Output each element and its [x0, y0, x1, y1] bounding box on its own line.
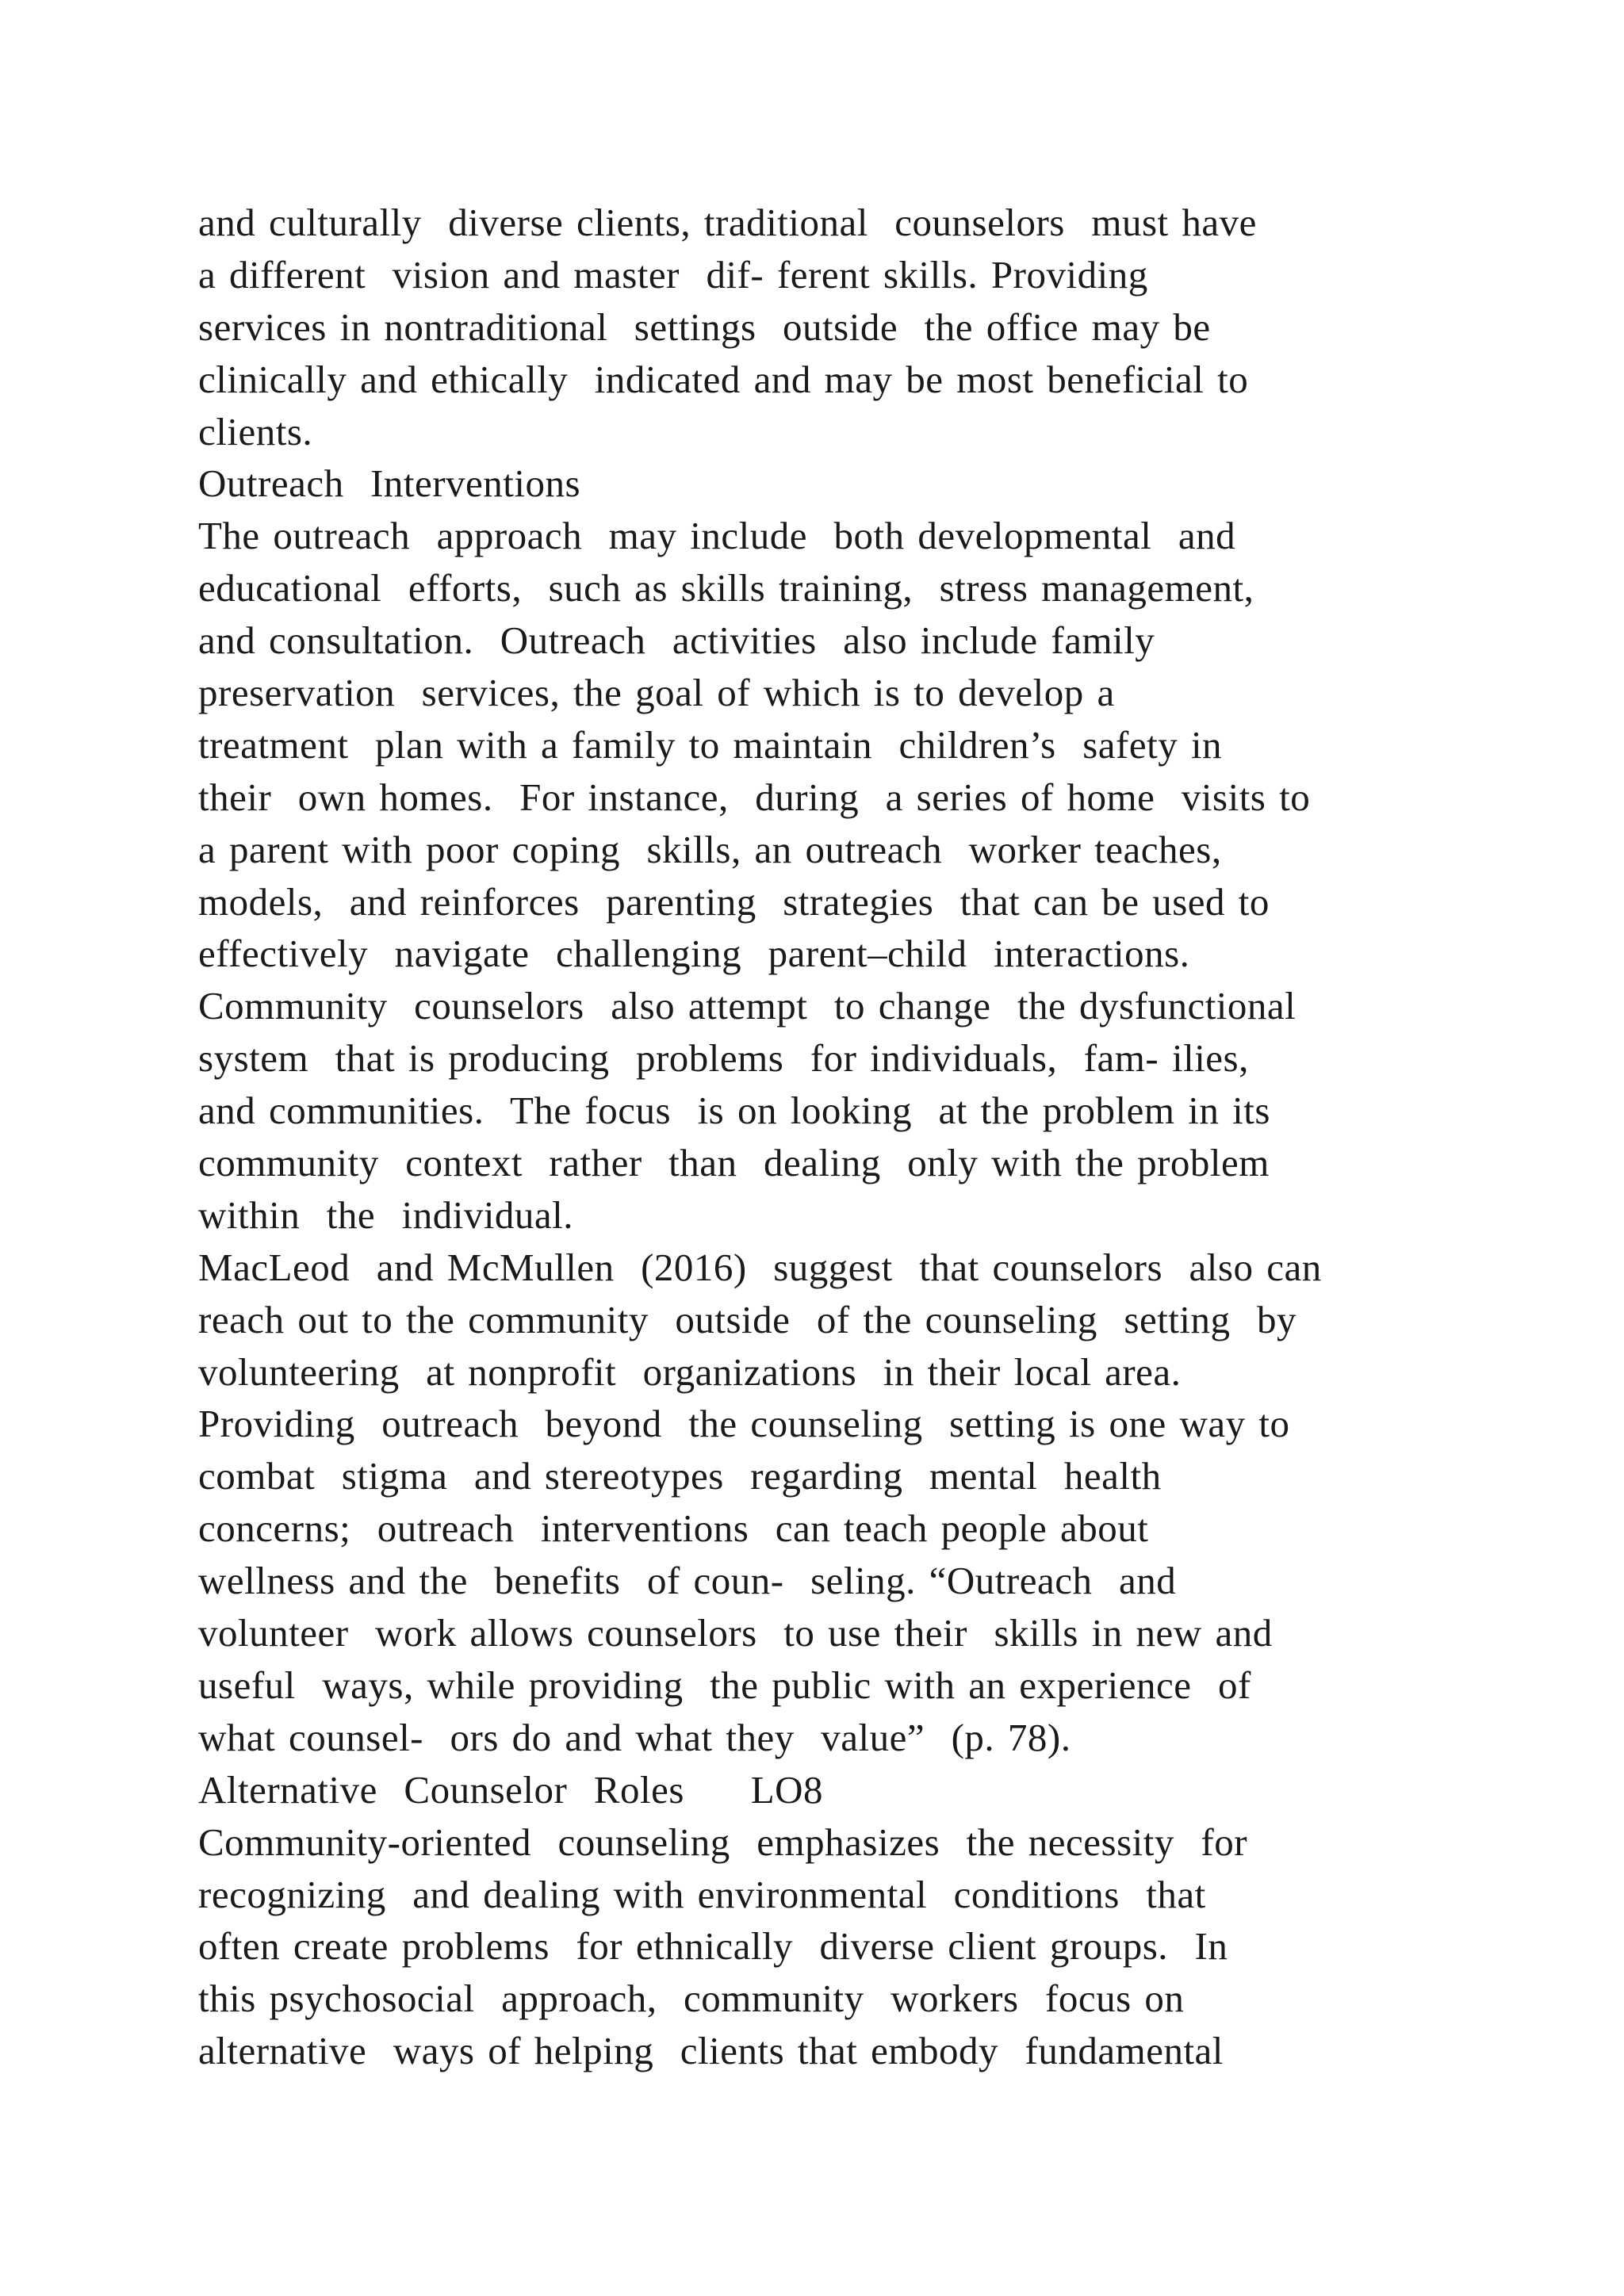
- text-line: community context rather than dealing only with the problem: [198, 1141, 1270, 1185]
- text-line: a parent with poor coping skills, an outreach worker teaches,: [198, 827, 1222, 871]
- text-line: wellness and the benefits of coun- seling. “Outreach and: [198, 1559, 1177, 1603]
- text-line: and consultation. Outreach activities also include family: [198, 618, 1155, 663]
- text-line: preservation services, the goal of which is to develop a: [198, 671, 1115, 715]
- text-line: Community counselors also attempt to change the dysfunctional: [198, 984, 1297, 1028]
- text-line: and communities. The focus is on looking at the problem in its: [198, 1089, 1270, 1133]
- text-line: concerns; outreach interventions can teach people about: [198, 1506, 1149, 1551]
- text-line: combat stigma and stereotypes regarding mental health: [198, 1454, 1162, 1498]
- text-line: Community-oriented counseling emphasizes the necessity for: [198, 1820, 1248, 1864]
- body-text: [198, 197, 1499, 2077]
- text-line: The outreach approach may include both developmental and: [198, 514, 1236, 558]
- text-line: what counsel- ors do and what they value” (p. 78).: [198, 1715, 1071, 1759]
- text-line: system that is producing problems for individuals, fam- ilies,: [198, 1036, 1249, 1081]
- text-line: alternative ways of helping clients that embody fundamental: [198, 2029, 1224, 2073]
- text-line: educational efforts, such as skills training, stress management,: [198, 566, 1254, 610]
- text-line: reach out to the community outside of the counseling setting by: [198, 1297, 1297, 1341]
- text-line: volunteer work allows counselors to use their skills in new and: [198, 1611, 1273, 1655]
- text-line: useful ways, while providing the public with an experience of: [198, 1663, 1251, 1707]
- text-line: volunteering at nonprofit organizations in their local area.: [198, 1349, 1182, 1394]
- text-line: services in nontraditional settings outside the office may be: [198, 304, 1211, 349]
- text-line: recognizing and dealing with environmental conditions that: [198, 1872, 1206, 1916]
- text-line: effectively navigate challenging parent–child interactions.: [198, 932, 1190, 976]
- text-line: clinically and ethically indicated and may be most beneficial to: [198, 357, 1249, 401]
- text-line: within the individual.: [198, 1192, 574, 1237]
- text-line: and culturally diverse clients, traditional counselors must have: [198, 201, 1257, 244]
- text-line: a different vision and master dif- ferent skills. Providing: [198, 252, 1148, 297]
- section-heading-outreach-interventions: Outreach Interventions: [198, 461, 581, 506]
- text-line: their own homes. For instance, during a series of home visits to: [198, 775, 1311, 819]
- text-line: models, and reinforces parenting strategies that can be used to: [198, 879, 1270, 924]
- text-line: clients.: [198, 409, 313, 453]
- text-line: Providing outreach beyond the counseling setting is one way to: [198, 1402, 1290, 1446]
- text-line: treatment plan with a family to maintain children’s safety in: [198, 722, 1223, 767]
- text-line: MacLeod and McMullen (2016) suggest that counselors also can: [198, 1245, 1322, 1289]
- text-line: this psychosocial approach, community workers focus on: [198, 1976, 1185, 2021]
- text-line: often create problems for ethnically diverse client groups. In: [198, 1924, 1228, 1969]
- section-heading-alternative-counselor-roles: Alternative Counselor Roles LO8: [198, 1767, 824, 1812]
